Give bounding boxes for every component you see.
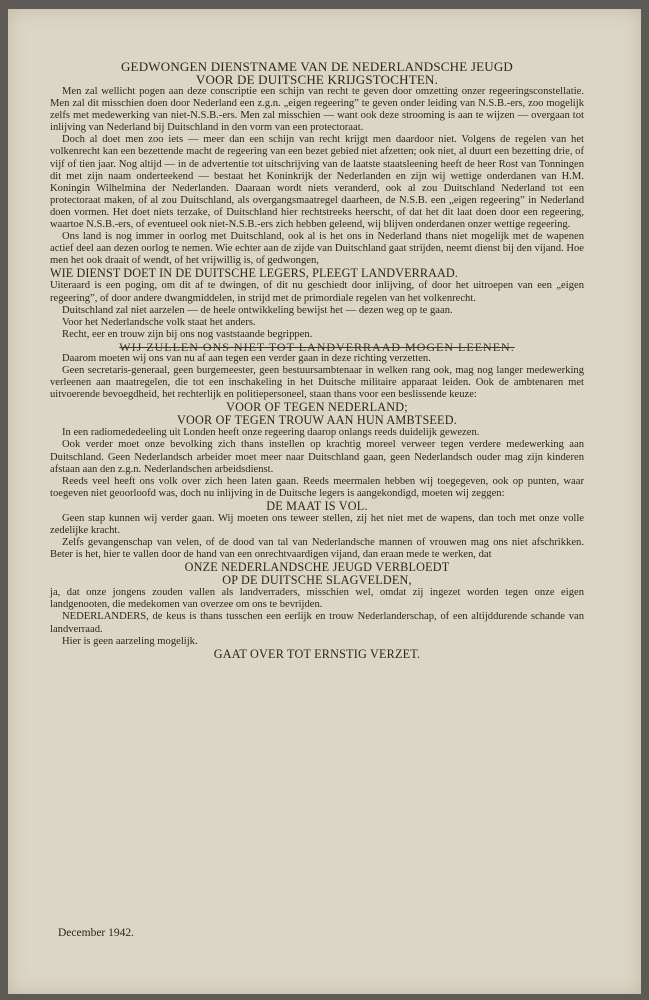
title-line-2: VOOR DE DUITSCHE KRIJGSTOCHTEN.: [195, 71, 439, 87]
document-date: December 1942.: [58, 927, 134, 939]
paragraph-7: Recht, eer en trouw zijn bij ons nog vaststaande begrippen.: [62, 328, 313, 340]
paragraph-1: Men zal wellicht pogen aan deze conscriptie een schijn van recht te geven door omzetting onzer regeeringsconstellatie. Men zal dit misschien doen door Nederland een z.g.n. „eigen regeering” te geven onder leiding van N.S.B.-ers, zoo mogelijk zelfs met medewerking van niet-N.S.B.-ers. Men zal misschien — want ook deze strooming is aan te wijzen — overgaan tot inlijving van Nederland bij Duitschland in den vorm van een protectoraat.: [50, 86, 584, 134]
paragraph-8: Daarom moeten wij ons van nu af aan tegen een verder gaan in deze richting verzetten.: [62, 352, 431, 364]
paragraph-14: Zelfs gevangenschap van velen, of de dood van tal van Nederlandsche mannen of vrouwen mag ons niet afschrikken. Beter is het, hier te vallen door de hand van een onrechtvaardigen vijand, dan eraan mede te werken, dat: [50, 537, 584, 561]
caps-heading-ambtseed: VOOR OF TEGEN TROUW AAN HUN AMBTSEED.: [177, 413, 457, 428]
document-sheet: [8, 9, 641, 994]
caps-heading-jeugd-verbloedt: ONZE NEDERLANDSCHE JEUGD VERBLOEDT: [184, 560, 450, 575]
document-body: [50, 61, 584, 661]
paragraph-12: Reeds veel heeft ons volk over zich heen laten gaan. Reeds meermalen hebben wij toegegeven, ook op punten, waar toegeven niet geoorloofd was, doch nu inlijving in de Duitsche legers is aangekondigd, moeten wij zeggen:: [50, 475, 584, 499]
paragraph-2: Doch al doet men zoo iets — meer dan een schijn van recht krijgt men daardoor niet. Volgens de regelen van het volkenrecht kan een bezettende macht de regeering van een bezet gebied niet afzetten; ook niet, al duurt een bezetting drie, of vijf of tien jaar. Nog altijd — in de advertentie tot uitschrijving van de laatste staatsleening heeft de heer Rost van Tonningen dit met zijn naam onderteekend — bestaat het Koninkrijk der Nederlanden en zijn wij wettige onderdanen van H.M. Koningin Wilhelmina der Nederlanden. Daaraan wordt niets veranderd, ook al zou Duitschland Nederland tot een protectoraat maken, of al zou Duitschland, als overgangsmaatregel daarheen, de N.S.B. een „eigen regeering” in Nederland doen vormen. Het doet niets terzake, of Duitschland hier rechtstreeks heerscht, of dat het dit laat doen door een regeering, waartoe N.S.B.-ers, of eventueel ook niet-N.S.B.-ers zich hebben geleend, wij blijven onderdanen onzer wettige regeering.: [50, 134, 584, 231]
caps-heading-landverraad: WIE DIENST DOET IN DE DUITSCHE LEGERS, PLEEGT LANDVERRAAD.: [50, 266, 458, 281]
paragraph-3: Ons land is nog immer in oorlog met Duitschland, ook al is het ons in Nederland thans niet mogelijk met de wapenen actief deel aan dezen oorlog te nemen. Wie echter aan de zijde van Duitschland gaat strijden, neemt dienst bij den vijand. Hoe men het ook draait of wendt, of het vrijwillig is, of gedwongen,: [50, 231, 584, 267]
paragraph-15: ja, dat onze jongens zouden vallen als landverraders, misschien wel, omdat zij ingezet worden tegen onze eigen landgenooten, die medekomen van overzee om ons te bevrijden.: [50, 587, 584, 611]
caps-heading-de-maat-is-vol: DE MAAT IS VOL.: [266, 498, 368, 513]
paragraph-16: NEDERLANDERS, de keus is thans tusschen een eerlijk en trouw Nederlanderschap, of een altijddurende schande van landverraad.: [50, 611, 584, 635]
paragraph-10: In een radiomededeeling uit Londen heeft onze regeering daarop onlangs reeds duidelijk gewezen.: [62, 427, 480, 439]
struck-heading: WIJ ZULLEN ONS NIET TOT LANDVERRAAD MOGEN LEENEN.: [119, 339, 515, 354]
paragraph-4: Uiteraard is een poging, om dit af te dwingen, of dit nu geschiedt door inlijving, of door het uitroepen van een „eigen regeering”, of door andere dwangmiddelen, in strijd met de primordiale regelen van het volkenrecht.: [50, 280, 584, 304]
caps-heading-voor-of-tegen-nederland: VOOR OF TEGEN NEDERLAND;: [226, 400, 408, 415]
paragraph-11: Ook verder moet onze bevolking zich thans instellen op krachtig moreel verweer tegen verdere medewerking aan Duitschland. Geen Nederlandsch arbeider moet meer naar Duitschland gaan, geen Nederlandsch ouder mag zijn kinderen afstaan aan den z.g.n. Nederlandschen arbeidsdienst.: [50, 439, 584, 475]
paragraph-17: Hier is geen aarzeling mogelijk.: [62, 635, 198, 647]
caps-heading-slagvelden: OP DE DUITSCHE SLAGVELDEN,: [222, 573, 412, 588]
paragraph-5: Duitschland zal niet aarzelen — de heele ontwikkeling bewijst het — dezen weg op te gaan.: [62, 304, 453, 316]
paragraph-6: Voor het Nederlandsche volk staat het anders.: [62, 316, 256, 328]
paragraph-13: Geen stap kunnen wij verder gaan. Wij moeten ons teweer stellen, zij het niet met de wapens, dan toch met onze volle zedelijke kracht.: [50, 512, 584, 536]
caps-heading-verzet: GAAT OVER TOT ERNSTIG VERZET.: [213, 646, 421, 661]
paragraph-9: Geen secretaris-generaal, geen burgemeester, geen bestuursambtenaar in welken rang ook, mag nog langer medewerking verleenen aan maatregelen, die tot een inschakeling in het Duitsche militaire apparaat leiden. Ook de ambtenaren met uitvoerende bevoegdheid, het rechterlijk en politiepersoneel, staan thans voor een beslissende keuze:: [50, 365, 584, 401]
title-line-1: GEDWONGEN DIENSTNAME VAN DE NEDERLANDSCHE JEUGD: [120, 59, 514, 74]
